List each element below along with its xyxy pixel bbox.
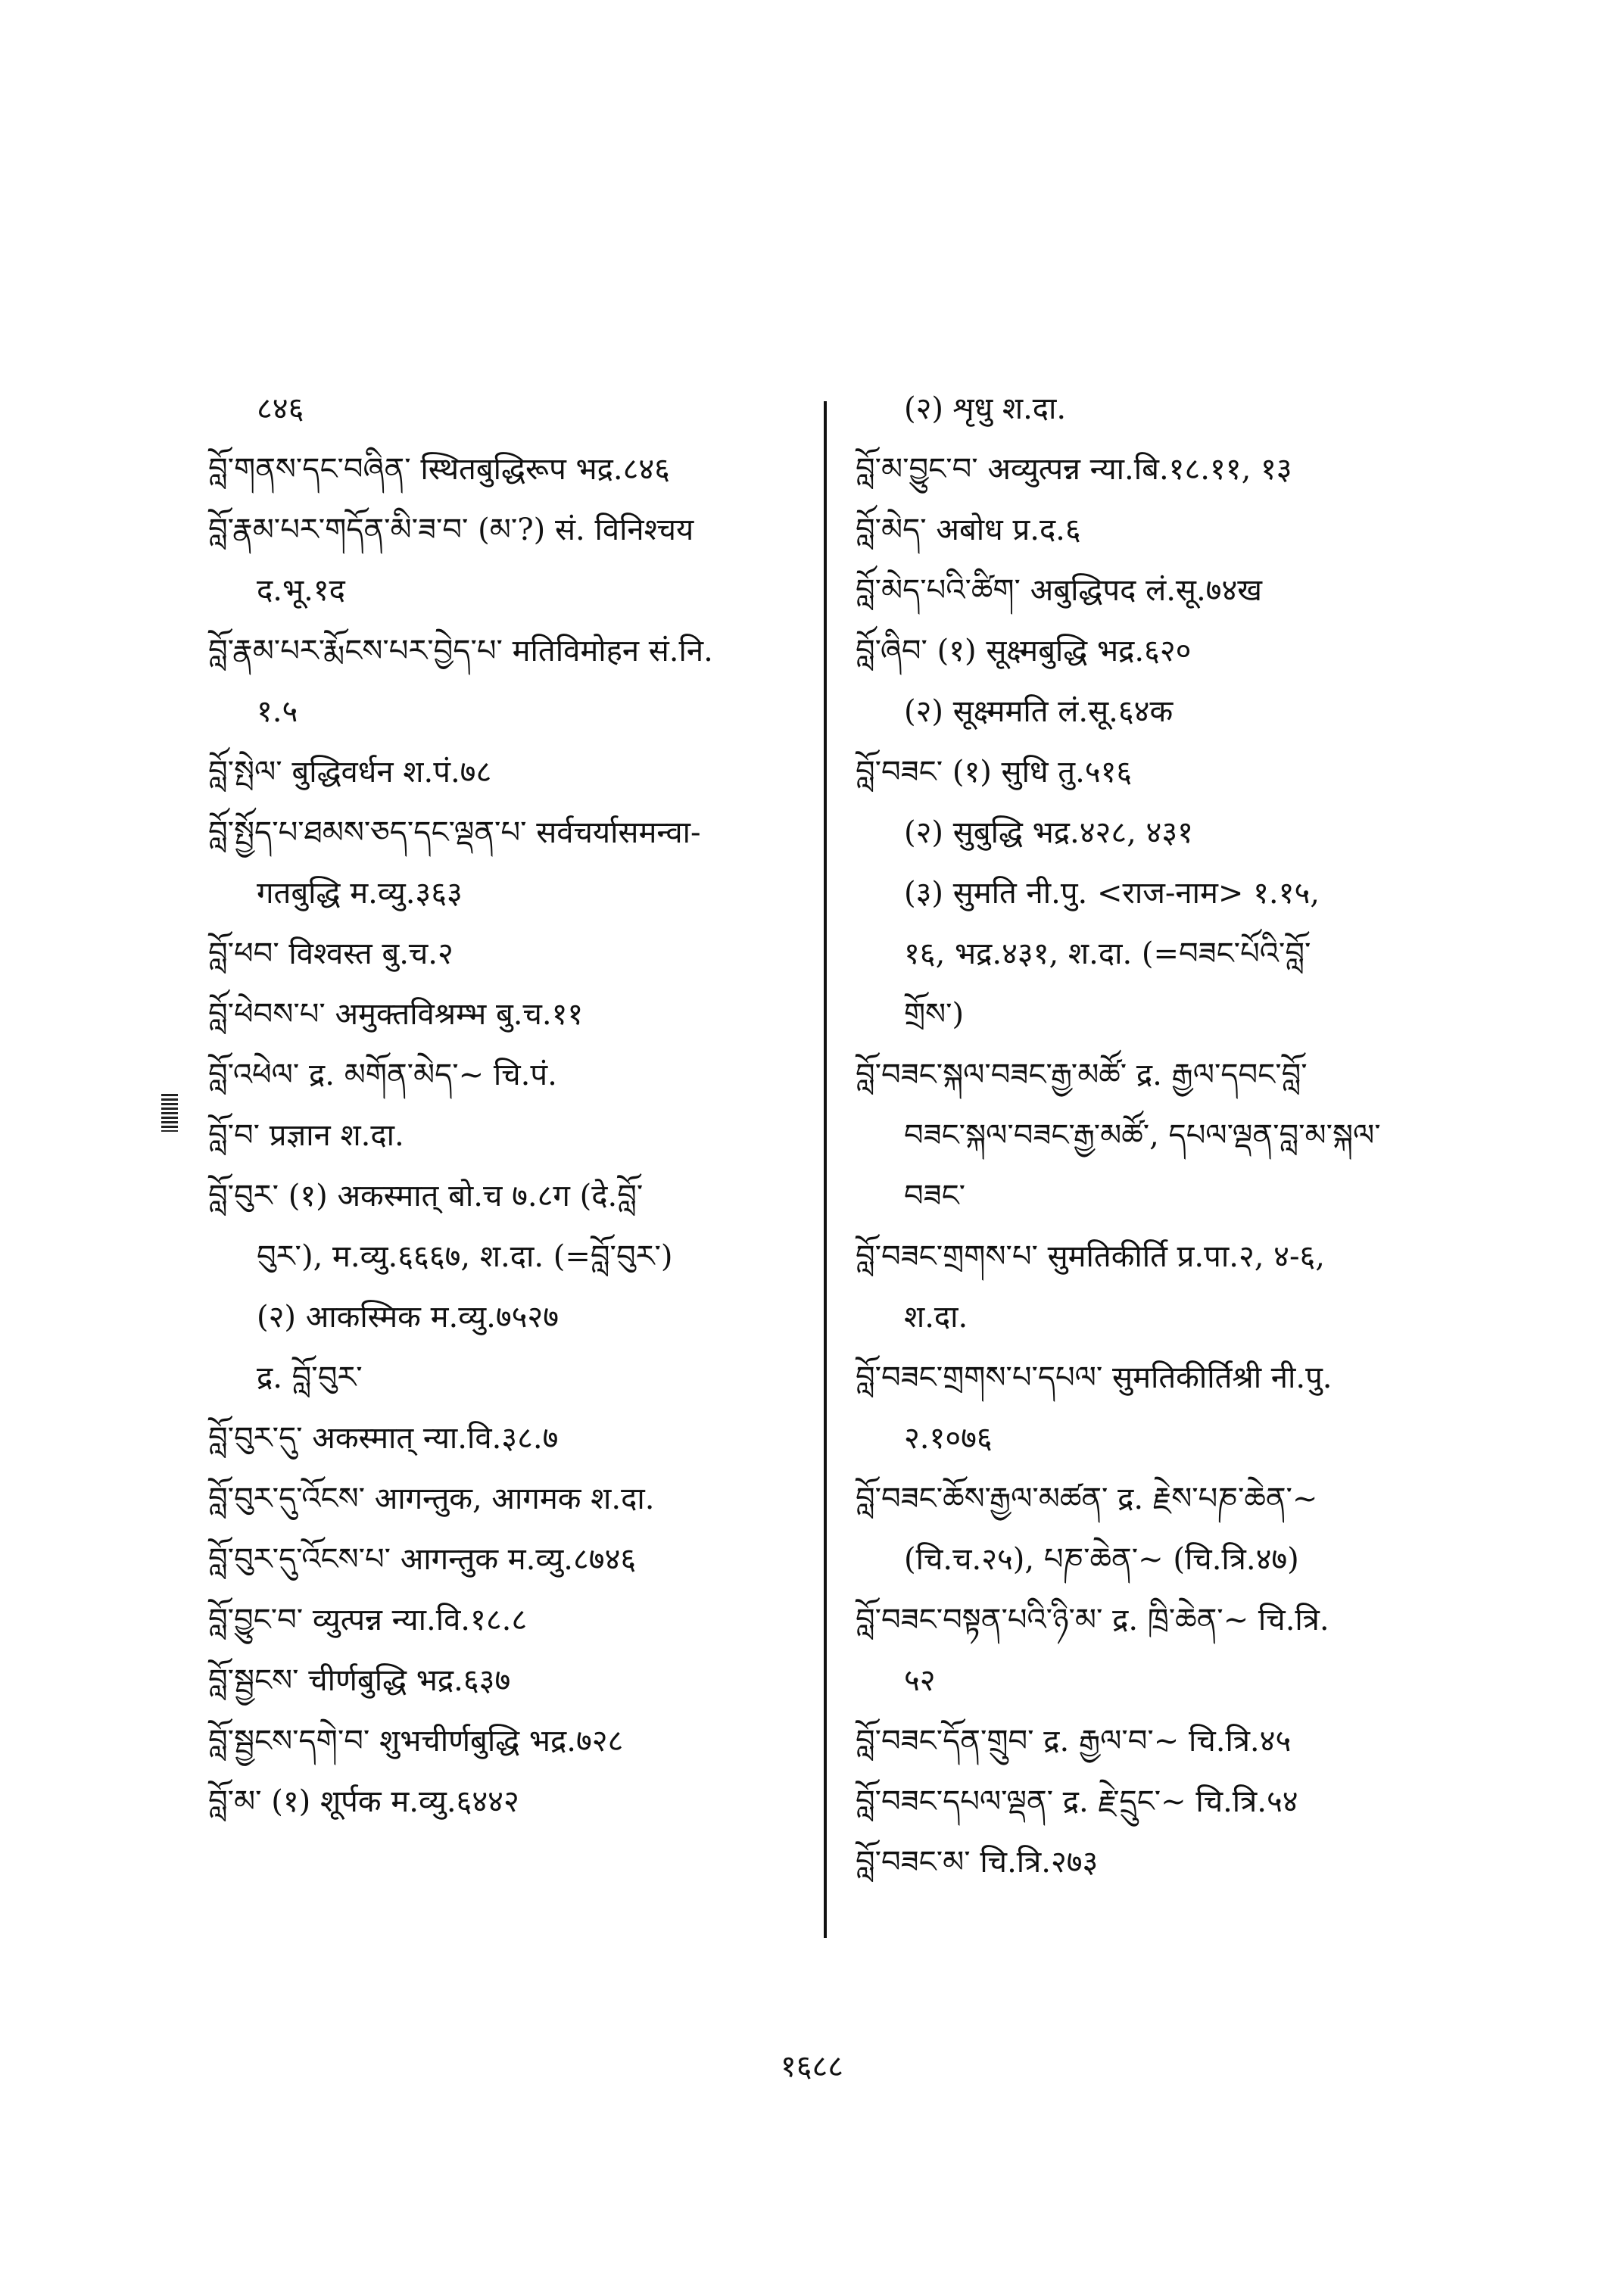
entry-line: ५२ [904, 1663, 936, 1698]
entry-line: བློ་བྱུང་བ་ व्युत्पन्न न्या.वि.१८.८ [208, 1603, 528, 1637]
entry-line: བློ་བཟང་ (१) सुधि तु.५१६ [856, 755, 1133, 790]
entry-line: (२) सूक्ष्ममति लं.सू.६४क [904, 694, 1174, 729]
entry-line: (२) शृधु श.दा. [904, 391, 1067, 426]
entry-line: བློ་ཕེབས་པ་ अमुक्तविश्रम्भ बु.च.११ [208, 997, 584, 1032]
entry-line: བློ་མེད་ अबोध प्र.द.६ [856, 512, 1081, 547]
entry-line: བློ་བཟང་དཔལ་ལྡན་ द्र. རྗེ་དྲུང་~ चि.त्रि.५४ [856, 1784, 1298, 1819]
entry-line: (चि.च.२५), པཎ་ཆེན་~ (चि.त्रि.४७) [904, 1542, 1299, 1577]
entry-line: (३) सुमति नी.पु. <राज-नाम> १.१५, [904, 876, 1320, 911]
entry-line: བཟང་ [904, 1179, 966, 1213]
entry-line: ८४६ [257, 391, 304, 426]
right-column [856, 379, 1484, 1893]
column-divider [824, 401, 827, 1938]
entry-line: བློ་གནས་དང་བཞིན་ स्थितबुद्धिरूप भद्र.८४६ [208, 452, 670, 487]
entry-line: གྲོས་) [904, 997, 965, 1032]
entry-line: द.भू.१द [257, 573, 345, 608]
entry-line: བློ་རྣམ་པར་གདོན་མི་ཟ་བ་ (མ་?) सं. विनिश्चय [208, 512, 694, 547]
entry-line: བློ་བུར་དུ་འོངས་ आगन्तुक, आगमक श.दा. [208, 1481, 655, 1516]
entry-line: བློ་མ་ (१) शूर्पक म.व्यु.६४४२ [208, 1784, 519, 1819]
margin-mark [161, 1094, 178, 1132]
entry-line: བློ་ཕབ་ विश्वस्त बु.च.२ [208, 936, 454, 971]
entry-line: བློ་བཟང་ཆོས་རྒྱལ་མཚན་ द्र. རྗེས་པཎ་ཆེན་~ [856, 1481, 1318, 1516]
entry-line: (२) आकस्मिक म.व्यु.७५२७ [257, 1300, 560, 1335]
entry-line: བློ་སྦྱངས་དགེ་བ་ शुभचीर्णबुद्धि भद्र.७२८ [208, 1724, 624, 1759]
entry-line: བློ་བཟང་སྐལ་བཟང་རྒྱ་མཚོ་ द्र. རྒྱལ་དབང་བློ་ [856, 1058, 1308, 1092]
entry-line: བློ་བུར་དུ་འོངས་པ་ आगन्तुक म.व्यु.८७४६ [208, 1542, 637, 1577]
entry-line: བློ་བུར་དུ་ अकस्मात् न्या.वि.३८.७ [208, 1421, 559, 1456]
entry-line: བུར་), म.व्यु.६६६७, श.दा. (=བློ་བུར་) [257, 1239, 673, 1274]
entry-line: བློ་སྦྱངས་ चीर्णबुद्धि भद्र.६३७ [208, 1663, 511, 1698]
entry-line: བློ་རྣམ་པར་རྨོངས་པར་བྱེད་པ་ मतिविमोहन सं.नि. [208, 634, 713, 668]
page-number: १६८८ [780, 2049, 844, 2084]
entry-line: བཟང་སྐལ་བཟང་རྒྱ་མཚོ་, དཔལ་ལྡན་བླ་མ་སྐལ་ [904, 1118, 1381, 1153]
entry-line: བློ་བཟང་དོན་གྲུབ་ द्र. རྒྱལ་བ་~ चि.त्रि.४५ [856, 1724, 1292, 1759]
entry-line: བློ་བཟང་མ་ चि.त्रि.२७३ [856, 1845, 1099, 1880]
entry-line: བློ་མེད་པའི་ཚིག་ अबुद्धिपद लं.सू.७४ख [856, 573, 1262, 608]
entry-line: श.दा. [904, 1300, 968, 1335]
entry-line: १६, भद्र.४३१, श.दा. (=བཟང་པོའི་བློ་ [904, 936, 1311, 971]
entry-line: བློ་བ་ प्रज्ञान श.दा. [208, 1118, 404, 1153]
entry-line: བློ་བཟང་གྲགས་པ་ सुमतिकीर्ति प्र.पा.२, ४-६, [856, 1239, 1325, 1274]
entry-line: བློ་སྤེལ་ बुद्धिवर्धन श.पं.७८ [208, 755, 492, 790]
entry-line: (२) सुबुद्धि भद्र.४२८, ४३१ [904, 815, 1193, 850]
left-column [208, 379, 806, 1832]
entry-line: བློ་ཞིབ་ (१) सूक्ष्मबुद्धि भद्र.६२० [856, 634, 1192, 668]
entry-line: द्र. བློ་བུར་ [257, 1360, 363, 1395]
entry-line: བློ་སྤྱོད་པ་ཐམས་ཅད་དང་ལྡན་པ་ सर्वचर्यासमन्वा- [208, 815, 701, 850]
entry-line: བློ་བཟང་གྲགས་པ་དཔལ་ सुमतिकीर्तिश्री नी.पु. [856, 1360, 1333, 1395]
entry-line: २.१०७६ [904, 1421, 993, 1456]
entry-line: १.५ [257, 694, 298, 729]
entry-line: गतबुद्धि म.व्यु.३६३ [257, 876, 463, 911]
entry-line: བློ་བཟང་བསྟན་པའི་ཉི་མ་ द्र. ཁྲི་ཆེན་~ चि.त्रि. [856, 1603, 1329, 1637]
entry-line: བློ་འཕེལ་ द्र. མགོན་མེད་~ चि.पं. [208, 1058, 557, 1092]
entry-line: བློ་མ་བྱུང་བ་ अव्युत्पन्न न्या.बि.१८.११, १३ [856, 452, 1292, 487]
entry-line: བློ་བུར་ (१) अकस्मात् बो.च ७.८ग (दे.བློ་ [208, 1179, 644, 1213]
